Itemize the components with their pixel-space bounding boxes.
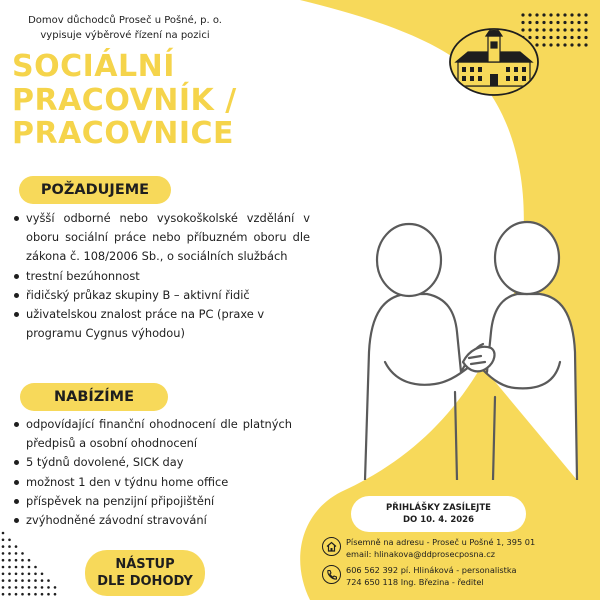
dot: [8, 593, 11, 596]
dot: [542, 13, 545, 16]
intro-line-1: Domov důchodců Proseč u Pošné, p. o.: [28, 15, 222, 26]
dot: [21, 579, 24, 582]
dot: [570, 36, 573, 39]
dot: [549, 36, 552, 39]
dot: [542, 43, 545, 46]
dot: [2, 586, 5, 589]
dot: [563, 13, 566, 16]
dot: [47, 593, 50, 596]
job-title-line-3: PRACOVNICE: [12, 116, 235, 151]
dot: [563, 43, 566, 46]
list-item: řidičský průkaz skupiny B – aktivní řidič: [12, 286, 310, 305]
list-item: uživatelskou znalost práce na PC (praxe v programu Cygnus výhodou): [12, 305, 310, 343]
dot: [34, 586, 37, 589]
dot: [584, 43, 587, 46]
home-icon: [322, 537, 341, 556]
dot: [15, 586, 18, 589]
dot: [584, 13, 587, 16]
dot: [41, 586, 44, 589]
dot: [47, 586, 50, 589]
start-line-1: NÁSTUP: [115, 557, 175, 572]
list-item: odpovídající finanční ohodnocení dle platných předpisů a osobní ohodnocení: [12, 415, 292, 453]
dot: [21, 586, 24, 589]
list-item: vyšší odborné nebo vysokoškolské vzdělání v oboru sociální práce nebo příbuzném oboru dle zákona č. 108/2006 Sb., o sociálních službách: [12, 209, 310, 267]
dot: [15, 545, 18, 548]
contact-phone-2[interactable]: 724 650 118 Ing. Březina - ředitel: [346, 576, 484, 587]
offers-list: [12, 415, 292, 530]
dot: [47, 579, 50, 582]
dot: [528, 13, 531, 16]
dot: [577, 28, 580, 31]
dot: [15, 593, 18, 596]
dot: [28, 566, 31, 569]
dot: [15, 579, 18, 582]
application-line-1: PŘIHLÁŠKY ZASÍLEJTE: [386, 503, 491, 513]
job-title: [12, 50, 237, 151]
dot: [8, 586, 11, 589]
dot: [577, 13, 580, 16]
dot: [41, 573, 44, 576]
requirements-list: [12, 209, 310, 343]
dot: [584, 28, 587, 31]
start-date-badge: [85, 550, 205, 596]
dot: [41, 579, 44, 582]
dot: [570, 13, 573, 16]
dot: [556, 21, 559, 24]
dot: [549, 43, 552, 46]
dot: [2, 552, 5, 555]
list-item: trestní bezúhonnost: [12, 267, 310, 286]
list-item: zvýhodněné závodní stravování: [12, 511, 292, 530]
dot: [563, 36, 566, 39]
contact-address: Písemně na adresu - Proseč u Pošné 1, 395 01: [346, 537, 536, 547]
list-item: 5 týdnů dovolené, SICK day: [12, 453, 292, 472]
dot: [521, 13, 524, 16]
job-title-line-2: PRACOVNÍK /: [12, 82, 237, 118]
dot: [8, 566, 11, 569]
dot: [28, 586, 31, 589]
dot: [54, 593, 57, 596]
dot: [8, 545, 11, 548]
dot: [535, 13, 538, 16]
dot: [34, 573, 37, 576]
dot: [2, 593, 5, 596]
intro-text: [0, 13, 250, 43]
dot: [8, 573, 11, 576]
dot: [556, 13, 559, 16]
dot: [8, 559, 11, 562]
dot: [2, 545, 5, 548]
dot: [570, 21, 573, 24]
contact-phone-row: [322, 565, 516, 588]
dot: [41, 593, 44, 596]
dot: [21, 566, 24, 569]
dot: [34, 593, 37, 596]
dot: [8, 579, 11, 582]
contact-address-row: [322, 537, 535, 560]
intro-line-2: vypisuje výběrové řízení na pozici: [40, 30, 210, 41]
dot: [577, 36, 580, 39]
contact-phone-1[interactable]: 606 562 392 pí. Hlináková - personalistka: [346, 565, 517, 575]
dot: [577, 21, 580, 24]
dot: [563, 28, 566, 31]
dot: [542, 36, 545, 39]
dot: [563, 21, 566, 24]
dot: [21, 593, 24, 596]
dot: [549, 28, 552, 31]
dot: [577, 43, 580, 46]
building-logo-icon: [448, 18, 540, 96]
dot: [549, 21, 552, 24]
dot: [2, 559, 5, 562]
start-line-2: DLE DOHODY: [97, 574, 193, 589]
requirements-heading: POŽADUJEME: [19, 176, 171, 204]
dot: [15, 559, 18, 562]
dot: [21, 552, 24, 555]
list-item: příspěvek na penzijní připojištění: [12, 492, 292, 511]
dot: [8, 552, 11, 555]
dot: [28, 593, 31, 596]
contact-email[interactable]: email: hlinakova@ddprosecposna.cz: [346, 548, 496, 559]
handshake-illustration: [355, 212, 580, 480]
dot: [584, 36, 587, 39]
dot: [570, 43, 573, 46]
dot: [584, 21, 587, 24]
application-line-2: DO 10. 4. 2026: [402, 515, 475, 525]
dot: [556, 43, 559, 46]
dot: [28, 579, 31, 582]
dot: [570, 28, 573, 31]
dot: [15, 566, 18, 569]
offers-heading: NABÍZÍME: [20, 383, 168, 411]
dot: [556, 28, 559, 31]
dot: [28, 559, 31, 562]
dot: [8, 539, 11, 542]
dot: [549, 13, 552, 16]
dot: [54, 586, 57, 589]
dot: [34, 579, 37, 582]
dot: [2, 579, 5, 582]
dot: [15, 573, 18, 576]
dot: [542, 28, 545, 31]
dot: [21, 573, 24, 576]
dot: [556, 36, 559, 39]
dot: [28, 573, 31, 576]
dot: [2, 566, 5, 569]
dot: [542, 21, 545, 24]
dot: [2, 532, 5, 535]
dot-pattern-bottom-left: [0, 530, 62, 600]
dot: [15, 552, 18, 555]
dot: [21, 559, 24, 562]
dot: [2, 573, 5, 576]
application-deadline-badge: [351, 496, 526, 532]
job-title-line-1: SOCIÁLNÍ: [12, 49, 175, 84]
list-item: možnost 1 den v týdnu home office: [12, 473, 292, 492]
dot: [34, 566, 37, 569]
dot: [2, 539, 5, 542]
phone-icon: [322, 565, 341, 584]
